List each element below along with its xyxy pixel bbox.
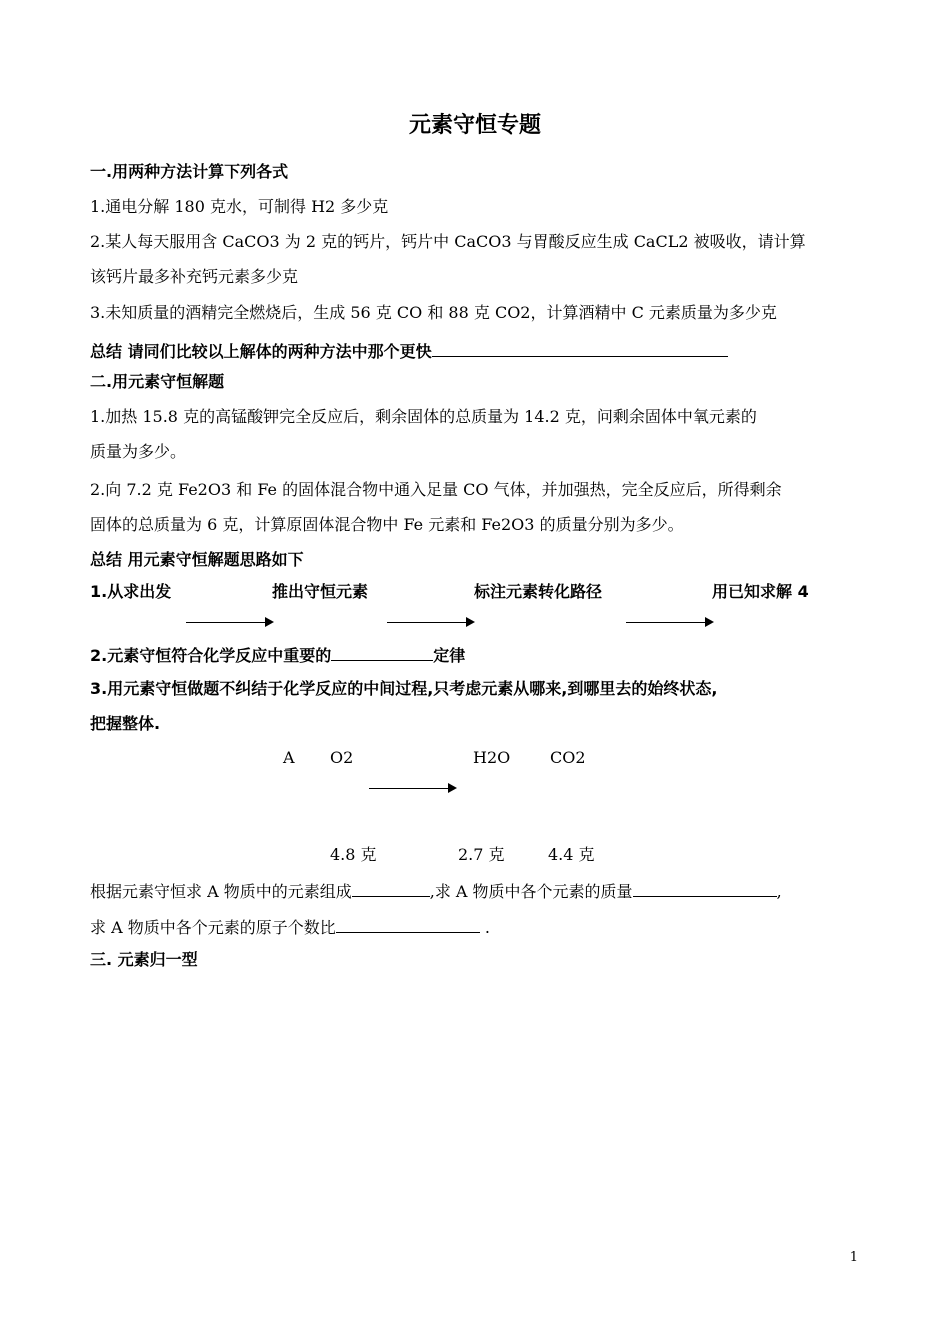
section-1-question-2: 2.某人每天服用含 CaCO3 为 2 克的钙片，钙片中 CaCO3 与胃酸反应生成 CaCL2 被吸收，请计算: [90, 232, 806, 251]
point-2-suffix: 定律: [433, 646, 466, 665]
answer-blank[interactable]: [432, 340, 728, 357]
point-3: 3.用元素守恒做题不纠结于化学反应的中间过程,只考虑元素从哪来,到哪里去的始终状态,: [90, 679, 718, 698]
step-4: 用已知求解 4: [712, 582, 809, 601]
reactant-b: O2: [330, 748, 354, 767]
step-2: 推出守恒元素: [272, 582, 369, 601]
section-2-heading: 二.用元素守恒解题: [90, 372, 225, 391]
section-1-summary: [90, 340, 862, 362]
product-a: H2O: [473, 748, 511, 767]
section-2-question-1: 1.加热 15.8 克的高锰酸钾完全反应后，剩余固体的总质量为 14.2 克，问剩余固体中氧元素的: [90, 407, 757, 426]
fill-2-end: .: [479, 918, 490, 937]
page-number: 1: [849, 1250, 858, 1265]
product-b: CO2: [550, 748, 586, 767]
section-1-question-1: 1.通电分解 180 克水，可制得 H2 多少克: [90, 197, 389, 216]
fill-1-end: ,: [776, 882, 782, 901]
reaction-arrow: [369, 788, 455, 789]
fill-1-mid: ,求 A 物质中各个元素的质量: [429, 882, 633, 901]
section-2-question-1-cont: 质量为多少。: [90, 442, 187, 461]
section-2-question-2-cont: 固体的总质量为 6 克，计算原固体混合物中 Fe 元素和 Fe2O3 的质量分别为多少。: [90, 515, 684, 534]
law-blank[interactable]: [331, 644, 433, 661]
mass-reactant-b: 4.8 克: [330, 845, 377, 864]
fill-line-1: [90, 880, 862, 902]
composition-blank[interactable]: [352, 880, 430, 897]
ratio-blank[interactable]: [336, 916, 480, 933]
summary-text: 总结 请同们比较以上解体的两种方法中那个更快: [90, 342, 432, 361]
point-2-text: 2.元素守恒符合化学反应中重要的: [90, 646, 332, 665]
section-2-question-2: 2.向 7.2 克 Fe2O3 和 Fe 的固体混合物中通入足量 CO 气体，并加强热，完全反应后，所得剩余: [90, 480, 782, 499]
mass-product-a: 2.7 克: [458, 845, 505, 864]
mass-product-b: 4.4 克: [548, 845, 595, 864]
step-3: 标注元素转化路径: [474, 582, 603, 601]
arrow-2: [387, 622, 473, 623]
section-1-question-3: 3.未知质量的酒精完全燃烧后，生成 56 克 CO 和 88 克 CO2，计算酒精中 C 元素质量为多少克: [90, 303, 777, 322]
arrow-1: [186, 622, 272, 623]
arrow-3: [626, 622, 712, 623]
page-title: 元素守恒专题: [408, 113, 541, 138]
section-3-heading: 三. 元素归一型: [90, 950, 198, 969]
reactant-a: A: [283, 748, 295, 767]
mass-blank[interactable]: [633, 880, 777, 897]
fill-line-2: [90, 916, 862, 938]
section-2-summary: 总结 用元素守恒解题思路如下: [90, 550, 304, 569]
section-1-heading: 一.用两种方法计算下列各式: [90, 162, 289, 181]
point-3-cont: 把握整体.: [90, 714, 161, 733]
section-1-question-2-cont: 该钙片最多补充钙元素多少克: [90, 267, 299, 286]
fill-2-text: 求 A 物质中各个元素的原子个数比: [90, 918, 336, 937]
point-2: [90, 644, 862, 666]
step-1: 1.从求出发: [90, 582, 172, 601]
fill-1-text: 根据元素守恒求 A 物质中的元素组成: [90, 882, 352, 901]
